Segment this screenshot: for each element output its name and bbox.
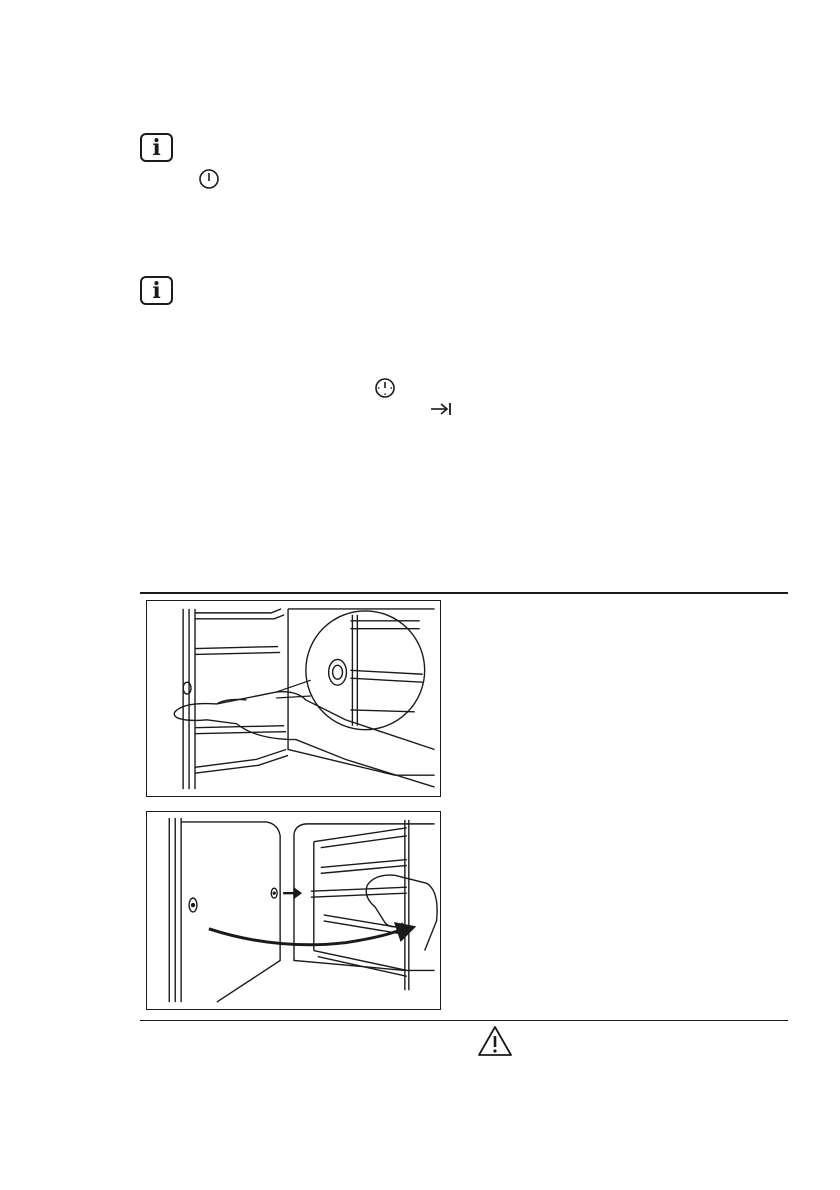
shelf-support-installation-illustration [146, 811, 441, 1010]
clock-icon [374, 377, 396, 399]
information-glyph: i [152, 277, 161, 304]
warning-triangle-icon [476, 1024, 514, 1058]
information-icon [140, 276, 173, 305]
skip-forward-icon [429, 401, 453, 417]
information-glyph: i [152, 134, 161, 161]
section-divider [140, 1020, 788, 1021]
power-icon [198, 168, 220, 190]
shelf-support-removal-illustration [146, 600, 441, 797]
information-icon [140, 133, 173, 162]
section-divider [140, 592, 788, 594]
